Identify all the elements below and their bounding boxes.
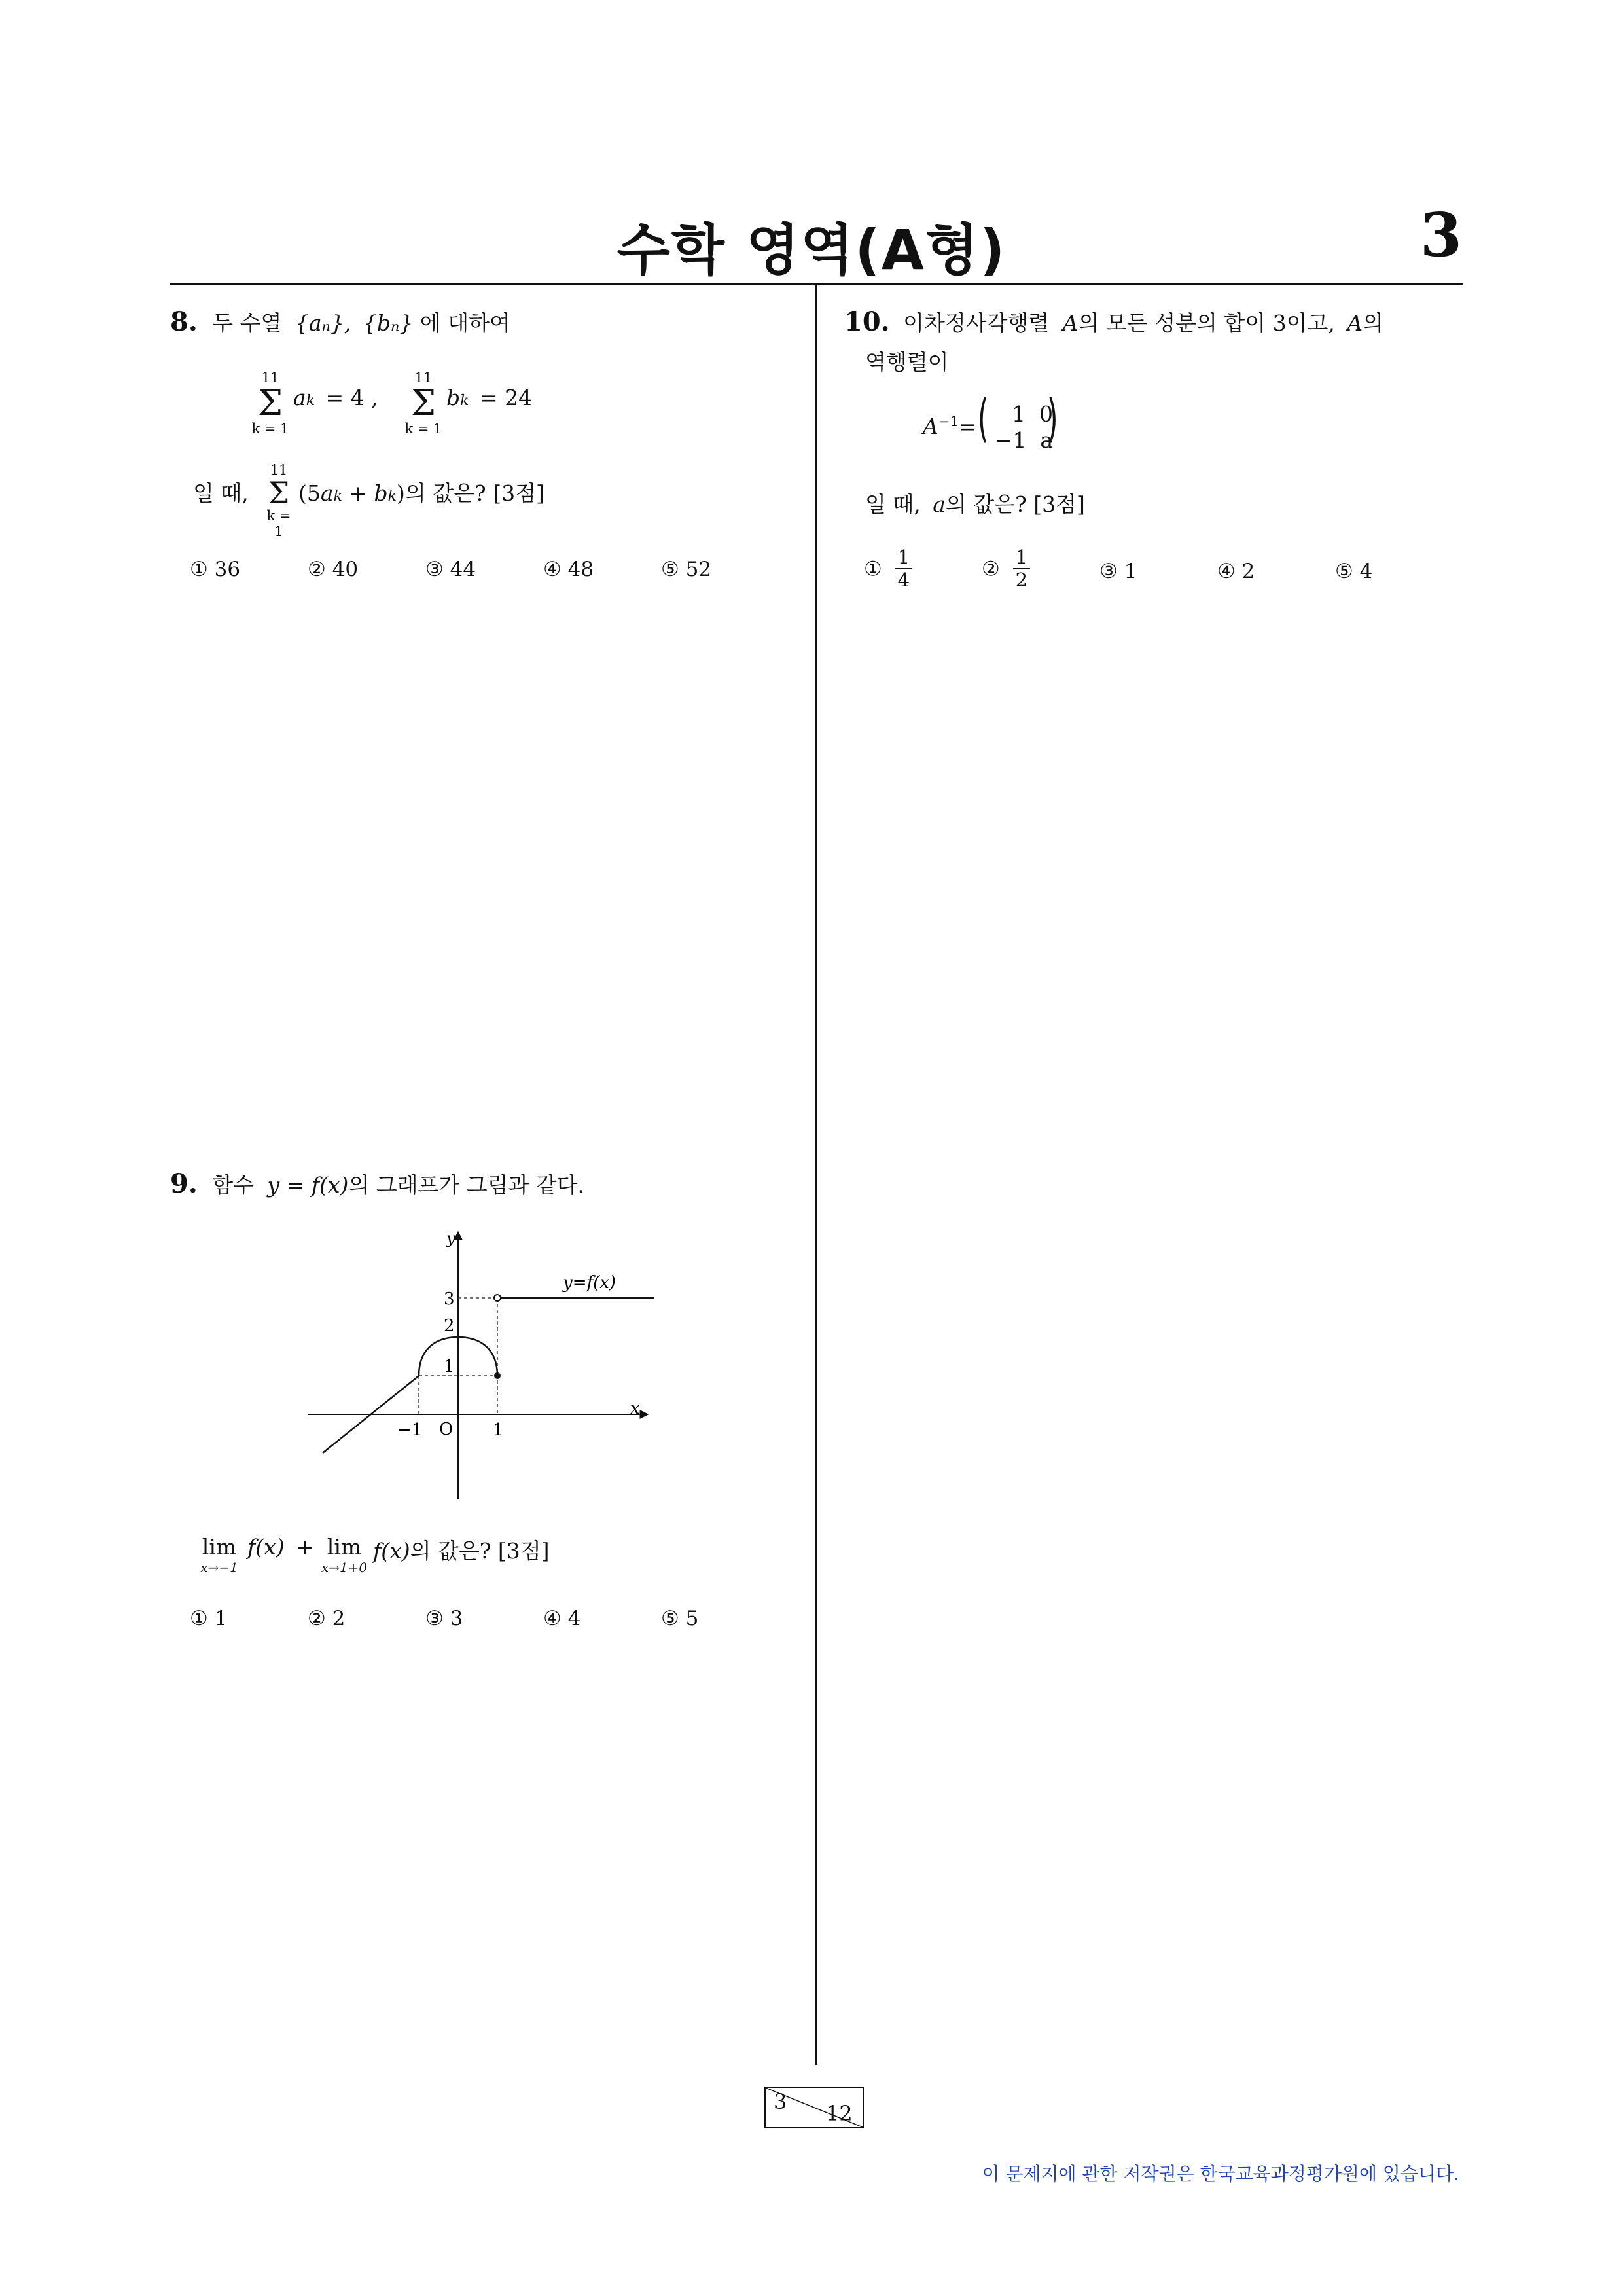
q8-seq-a: {aₙ}, (294, 310, 351, 336)
matrix-var: A (1062, 310, 1079, 336)
filled-point (494, 1372, 501, 1379)
numerator: 1 (895, 547, 912, 569)
choice-1[interactable]: ① 36 (190, 558, 241, 581)
tick-x-neg1: −1 (397, 1420, 423, 1440)
column-divider (815, 285, 817, 2065)
expr-a-sub: k (333, 488, 342, 505)
expr-a: a (320, 480, 334, 506)
q8-seq-b: {bₙ} (363, 310, 414, 336)
matrix-row-1: 1 0 (1012, 401, 1053, 427)
sum-lower: k = 1 (251, 421, 289, 437)
choice-3[interactable]: ③ 3 (425, 1607, 463, 1630)
q9-limit-2-tail (373, 1534, 550, 1565)
sigma-symbol: Σ (257, 382, 283, 423)
question-9 (170, 1168, 584, 1199)
q9-limit-2 (313, 1534, 376, 1575)
lim-word: lim (327, 1534, 362, 1560)
expr-b-sub: k (387, 488, 397, 505)
matrix-var: A (1347, 310, 1363, 336)
choice-2[interactable]: ② 2 (308, 1607, 346, 1630)
expr-plus: + (342, 480, 374, 506)
sum-subscript: k (306, 393, 315, 409)
q9-intro-prefix: 함수 (212, 1172, 255, 1198)
q8-intro-suffix: 에 대하여 (419, 310, 510, 336)
choice-4[interactable]: ④ 2 (1217, 560, 1255, 583)
lim-word: lim (202, 1534, 237, 1560)
denominator: 4 (897, 569, 910, 592)
origin-label: O (439, 1420, 454, 1439)
x-axis-label: x (630, 1399, 640, 1418)
choice-1[interactable] (864, 547, 912, 592)
ask-variable: a (933, 492, 946, 517)
matrix-row-2: −1 a (994, 427, 1053, 453)
choice-2[interactable] (982, 547, 1030, 592)
matrix-var: A (923, 414, 938, 439)
lim-subscript: x→1+0 (321, 1560, 368, 1575)
expr-b: b (374, 480, 388, 506)
q9-intro-suffix: 의 그래프가 그림과 같다. (348, 1172, 585, 1198)
choice-mark: ② (982, 557, 1000, 581)
question-number: 9. (170, 1168, 198, 1199)
function-graph (298, 1224, 664, 1499)
q10-ask (865, 488, 1085, 518)
sigma-symbol: Σ (268, 475, 290, 511)
left-paren: ( (977, 389, 989, 448)
page-current: 3 (774, 2089, 787, 2114)
q10-line1-prefix: 이차정사각행렬 (903, 310, 1050, 336)
choice-mark: ① (864, 557, 882, 581)
sum-upper: 11 (261, 370, 279, 386)
page-title: 수학 영역(A형) (616, 218, 1007, 282)
q8-ask-prefix: 일 때, (193, 480, 249, 506)
ask-prefix: 일 때, (865, 492, 921, 517)
copyright-notice: 이 문제지에 관한 저작권은 한국교육과정평가원에 있습니다. (982, 2163, 1459, 2185)
choice-3[interactable]: ③ 1 (1099, 560, 1137, 583)
choice-2[interactable]: ② 40 (308, 558, 359, 581)
equals-sign: = (958, 414, 977, 439)
q10-line2: 역행렬이 (865, 350, 949, 375)
numerator: 1 (1013, 547, 1030, 569)
question-8 (170, 306, 798, 337)
q8-sum-1 (247, 370, 293, 437)
sum-lower: k = 1 (266, 508, 291, 539)
choice-1[interactable]: ① 1 (190, 1607, 228, 1630)
open-point (494, 1295, 501, 1301)
sum-upper: 11 (270, 462, 288, 478)
sum-term: a (293, 385, 306, 410)
tick-y-3: 3 (444, 1289, 455, 1309)
curve-label: y=f(x) (563, 1273, 616, 1293)
choice-3[interactable]: ③ 44 (425, 558, 476, 581)
choice-4[interactable]: ④ 48 (543, 558, 594, 581)
choice-5[interactable]: ⑤ 4 (1335, 560, 1373, 583)
lim-subscript: x→−1 (200, 1560, 238, 1575)
lim-function: f(x) (373, 1538, 410, 1564)
question-number: 10. (844, 306, 890, 337)
ask-suffix: 의 값은? [3점] (945, 492, 1085, 517)
tick-x-1: 1 (493, 1420, 504, 1440)
y-axis-label: y (446, 1229, 455, 1247)
choice-5[interactable]: ⑤ 52 (661, 558, 712, 581)
fraction (1013, 547, 1030, 592)
sum-lower: k = 1 (404, 421, 442, 437)
q8-ask-expression (298, 476, 544, 507)
sum-term: b (446, 385, 461, 410)
question-10 (844, 306, 1383, 337)
q9-function: y = f(x) (267, 1172, 349, 1198)
q10-matrix-lhs (923, 414, 976, 439)
sum-rhs: = 24 (479, 385, 533, 410)
sum-subscript: k (460, 393, 469, 409)
sum-rhs: = 4 , (325, 385, 378, 410)
expr-close: ) (397, 480, 405, 506)
q8-sum-2 (401, 370, 446, 437)
page-indicator (764, 2087, 864, 2128)
tick-y-1: 1 (444, 1357, 455, 1376)
q10-line1-end: 의 (1363, 310, 1384, 336)
page-total: 12 (826, 2101, 853, 2126)
page-number: 3 (1420, 200, 1463, 270)
inverse-exponent: −1 (938, 414, 959, 429)
q9-limit-1 (190, 1534, 249, 1575)
sigma-symbol: Σ (410, 382, 437, 423)
tick-y-2: 2 (444, 1316, 455, 1336)
right-paren: ) (1046, 389, 1058, 448)
question-number: 8. (170, 306, 198, 337)
ask-suffix: 의 값은? [3점] (410, 1538, 550, 1564)
fraction (895, 547, 912, 592)
q8-sum-2-body (446, 385, 532, 410)
choice-4[interactable]: ④ 4 (543, 1607, 581, 1630)
plus-sign: + (296, 1534, 314, 1560)
denominator: 2 (1015, 569, 1028, 592)
matrix (977, 389, 1063, 455)
lim-function: f(x) (247, 1534, 285, 1560)
q8-choices (190, 558, 779, 584)
q10-line1-mid: 의 모든 성분의 합이 3이고, (1078, 310, 1335, 336)
expr-open: (5 (298, 480, 321, 506)
sum-upper: 11 (414, 370, 433, 386)
q8-sum-1-body (293, 385, 378, 410)
q9-choices (190, 1607, 779, 1633)
q8-ask-sum (260, 462, 297, 539)
q10-choices (864, 547, 1453, 599)
ask-suffix: 의 값은? [3점] (404, 480, 544, 506)
choice-5[interactable]: ⑤ 5 (661, 1607, 699, 1630)
q8-intro-prefix: 두 수열 (212, 310, 282, 336)
